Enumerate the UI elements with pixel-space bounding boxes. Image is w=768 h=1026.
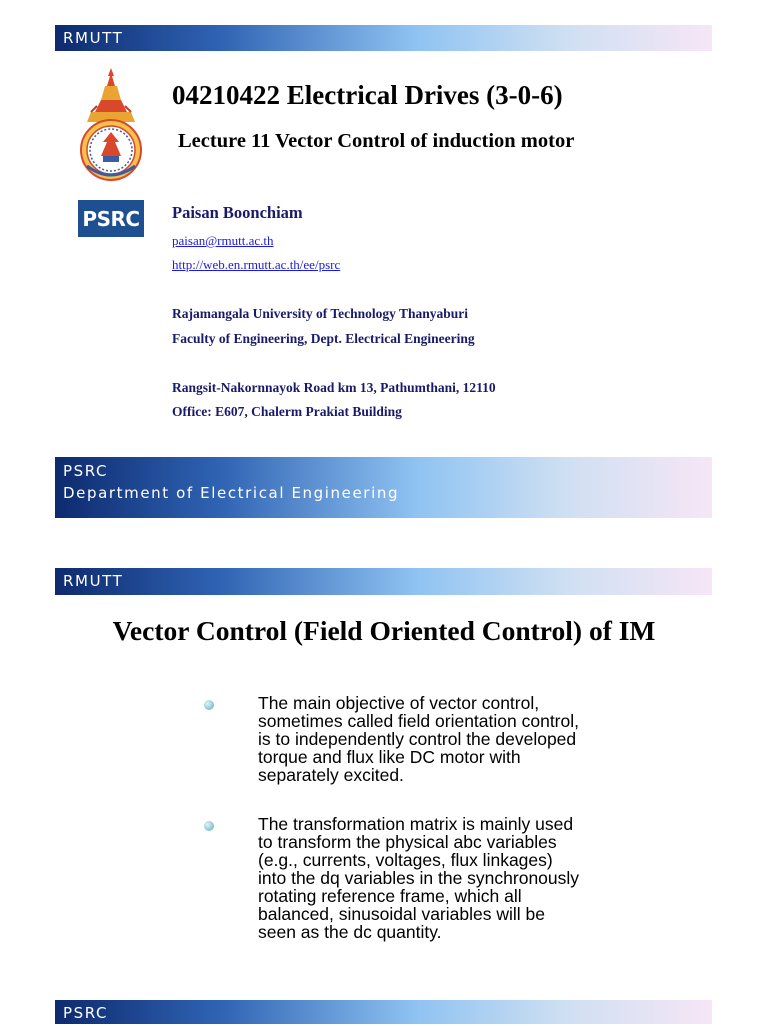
instructor-name: Paisan Boonchiam — [172, 203, 303, 222]
faculty-name: Faculty of Engineering, Dept. Electrical Engineering — [172, 331, 475, 346]
course-title: 04210422 Electrical Drives (3-0-6) — [172, 80, 563, 110]
bullet-line: The transformation matrix is mainly used — [258, 814, 574, 834]
bullet-text — [258, 694, 648, 784]
footer-band-line1: PSRC — [63, 462, 109, 480]
bullet-line: separately excited. — [258, 765, 404, 785]
bullet-line: The main objective of vector control, — [258, 693, 540, 713]
bullet-line: into the dq variables in the synchronously — [258, 868, 580, 888]
university-name: Rajamangala University of Technology Thanyaburi — [172, 306, 469, 321]
lecture-title: Lecture 11 Vector Control of induction motor — [178, 130, 575, 152]
bullet-line: seen as the dc quantity. — [258, 922, 442, 942]
office: Office: E607, Chalerm Prakiat Building — [172, 404, 402, 419]
header-band-label: RMUTT — [63, 29, 124, 47]
slide2-footer-band — [55, 1000, 712, 1024]
instructor-email-link[interactable]: paisan@rmutt.ac.th — [172, 233, 274, 248]
header-band-label: RMUTT — [63, 572, 124, 590]
slide1-header-band — [55, 25, 712, 51]
university-seal-logo — [77, 66, 145, 182]
address: Rangsit-Nakornnayok Road km 13, Pathumthani, 12110 — [172, 380, 496, 395]
psrc-logo: PSRC — [78, 200, 144, 237]
website-link[interactable]: http://web.en.rmutt.ac.th/ee/psrc — [172, 257, 341, 272]
bullet-icon — [204, 821, 214, 831]
bullet-line: rotating reference frame, which all — [258, 886, 522, 906]
slide2-header-band — [55, 568, 712, 595]
bullet-line: (e.g., currents, voltages, flux linkages) — [258, 850, 553, 870]
bullet-line: torque and flux like DC motor with — [258, 747, 521, 767]
bullet-icon — [204, 700, 214, 710]
bullet-line: sometimes called field orientation control, — [258, 711, 579, 731]
bullet-line: is to independently control the developed — [258, 729, 577, 749]
footer-band-line2: Department of Electrical Engineering — [63, 484, 400, 502]
bullet-line: to transform the physical abc variables — [258, 832, 557, 852]
bullet-text — [258, 815, 648, 941]
slide-title: Vector Control (Field Oriented Control) of IM — [112, 615, 656, 646]
footer-band-label: PSRC — [63, 1004, 109, 1022]
slide1-footer-band — [55, 457, 712, 518]
bullet-line: balanced, sinusoidal variables will be — [258, 904, 545, 924]
